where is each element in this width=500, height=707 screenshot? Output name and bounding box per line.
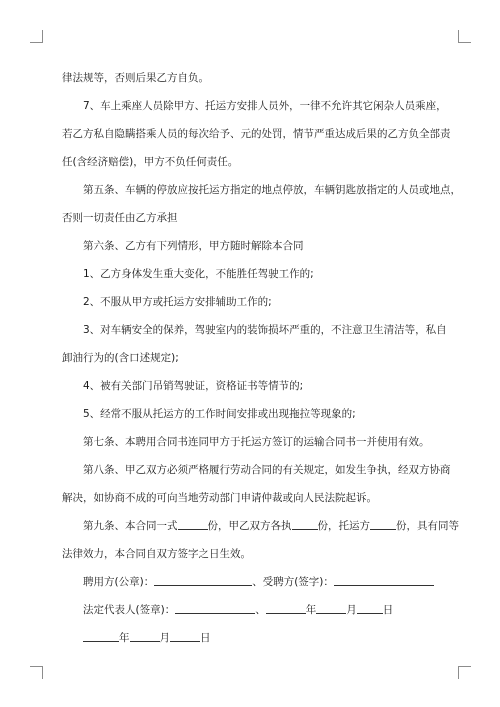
- text-line: 律法规等，否则后果乙方自负。: [62, 72, 209, 84]
- text-line: 1、乙方身体发生重大变化，不能胜任驾驶工作的;: [83, 268, 314, 280]
- clause-nine-line: [62, 512, 459, 540]
- date-line: [62, 624, 452, 652]
- employer-seal-blank[interactable]: [154, 574, 252, 586]
- crop-mark-bottom-left: [30, 666, 43, 679]
- text-line: 第六条、乙方有下列情形，甲方随时解除本合同: [83, 240, 304, 252]
- copies-blank-total[interactable]: [178, 518, 208, 530]
- representative-signature-blank[interactable]: [175, 602, 255, 614]
- month-blank[interactable]: [316, 602, 346, 614]
- text-line: 第七条、本聘用合同书连同甲方于托运方签订的运输合同书一并使用有效。: [83, 436, 430, 448]
- separator: 、: [252, 576, 263, 588]
- employer-label: 聘用方(公章)：: [83, 576, 155, 588]
- copies-blank-each-party[interactable]: [292, 518, 318, 530]
- clause-nine-text: 份，甲乙双方各执: [207, 520, 292, 532]
- contract-body: [62, 64, 461, 652]
- month-label: 月: [346, 604, 357, 616]
- employee-label: 受聘方(签字)：: [262, 576, 334, 588]
- text-line: 法律效力，本合同自双方签字之日生效。: [62, 548, 251, 560]
- clause-nine-text: 第九条、本合同一式: [83, 520, 178, 532]
- month-label: 月: [159, 632, 170, 644]
- text-line: 5、经常不服从托运方的工作时间安排或出现拖拉等现象的;: [83, 408, 356, 420]
- day-blank[interactable]: [357, 602, 383, 614]
- crop-mark-top-right: [458, 30, 471, 43]
- year-label: 年: [305, 604, 317, 616]
- clause-nine-text: 份，托运方: [317, 520, 370, 532]
- text-line: 3、对车辆安全的保养，驾驶室内的装饰损坏严重的，不注意卫生清洁等，私自: [83, 324, 447, 336]
- text-line: 2、不服从甲方或托运方安排辅助工作的;: [83, 296, 272, 308]
- year-label: 年: [119, 632, 130, 644]
- month-blank[interactable]: [130, 630, 160, 642]
- day-label: 日: [382, 604, 394, 616]
- crop-mark-top-left: [30, 30, 43, 43]
- year-blank[interactable]: [83, 630, 119, 642]
- crop-mark-bottom-right: [458, 666, 471, 679]
- separator: 、: [255, 604, 266, 616]
- text-line: 第八条、甲乙双方必须严格履行劳动合同的有关规定，如发生争执，经双方协商: [83, 464, 451, 476]
- employee-signature-blank[interactable]: [334, 574, 434, 586]
- day-blank[interactable]: [170, 630, 200, 642]
- text-line: 任(含经济赔偿)，甲方不负任何责任。: [62, 156, 239, 168]
- text-line: 否则一切责任由乙方承担: [62, 212, 178, 224]
- text-line: 卸油行为的(含口述规定);: [62, 352, 179, 364]
- signature-line: [62, 568, 452, 596]
- text-line: 4、被有关部门吊销驾驶证，资格证书等情节的;: [83, 380, 304, 392]
- text-line: 若乙方私自隐瞒搭乘人员的每次给予、元的处罚，情节严重达成后果的乙方负全部责: [62, 128, 451, 140]
- clause-nine-text: 份，具有同等: [396, 520, 459, 532]
- text-line: 第五条、车辆的停放应按托运方指定的地点停放，车辆钥匙放指定的人员或地点，: [83, 184, 461, 196]
- copies-blank-shipper[interactable]: [370, 518, 396, 530]
- representative-line: [62, 596, 452, 624]
- representative-label: 法定代表人(签章)：: [83, 604, 176, 616]
- year-blank[interactable]: [266, 602, 306, 614]
- text-line: 解决，如协商不成的可向当地劳动部门申请仲裁或向人民法院起诉。: [62, 492, 377, 504]
- text-line: 7、车上乘座人员除甲方、托运方安排人员外，一律不允许其它闲杂人员乘座，: [83, 100, 447, 112]
- day-label: 日: [200, 632, 211, 644]
